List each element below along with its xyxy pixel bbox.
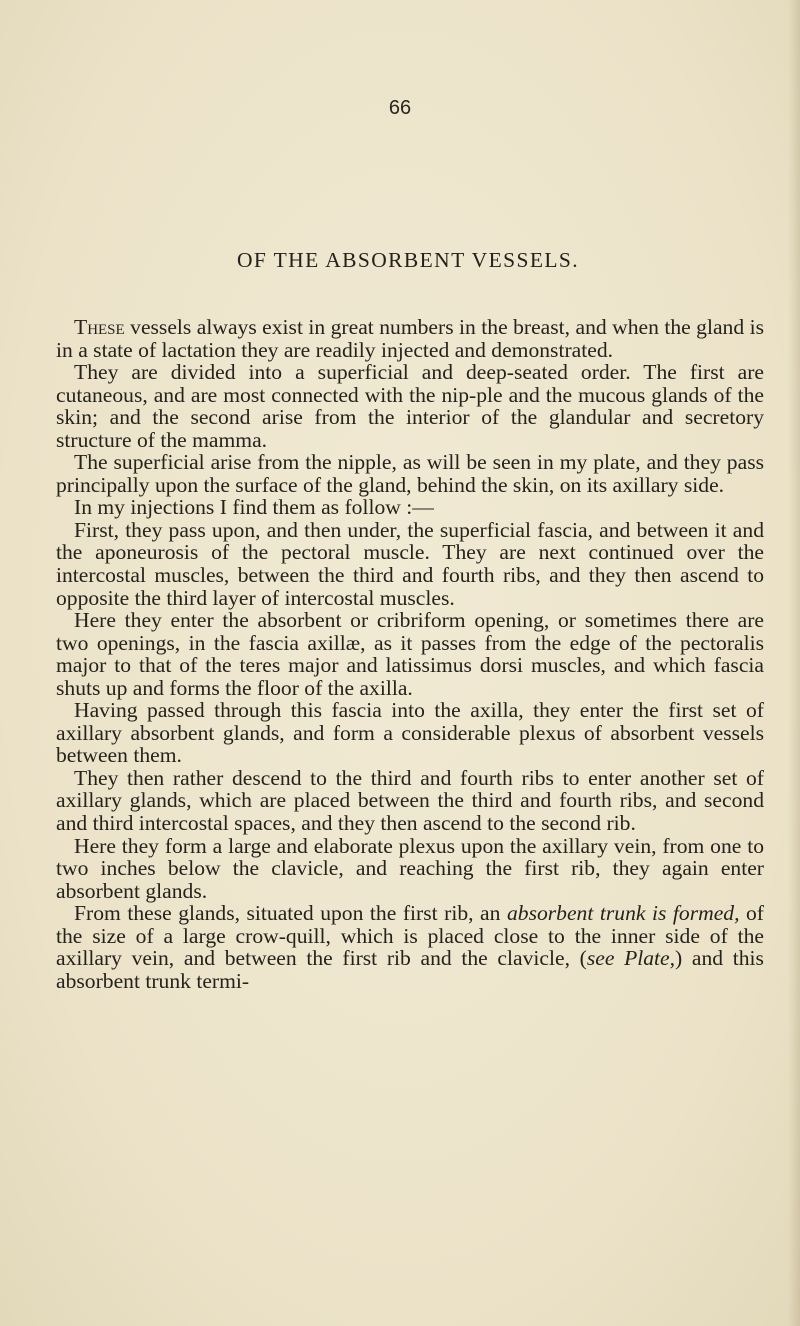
paragraph-4: In my injections I find them as follow :— bbox=[74, 495, 434, 520]
paragraph-10-text-1: From these glands, situated upon the first rib, an bbox=[74, 901, 507, 926]
paragraph-2: They are divided into a superficial and deep-seated order. The first are cutaneous, and are most connected with the nip-ple and the mucous glands of the skin; and the second arise from the interior of the glandular and secretory structure of the mamma. bbox=[56, 360, 764, 452]
page-edge-shadow bbox=[788, 0, 800, 1326]
paragraph-3: The superficial arise from the nipple, as will be seen in my plate, and they pass principally upon the surface of the gland, behind the skin, on its axillary side. bbox=[56, 450, 764, 497]
paragraph-8: They then rather descend to the third and fourth ribs to enter another set of axillary glands, which are placed between the third and fourth ribs, and second and third intercostal spaces, and they then ascend to the second rib. bbox=[56, 765, 764, 836]
paragraph-6: Here they enter the absorbent or cribriform opening, or sometimes there are two openings, in the fascia axillæ, as it passes from the edge of the pectoralis major to that of the teres major and latissimus dorsi muscles, and which fascia shuts up and forms the floor of the axilla. bbox=[56, 608, 764, 700]
section-title: OF THE ABSORBENT VESSELS. bbox=[236, 248, 580, 272]
page-number: 66 bbox=[388, 97, 412, 119]
paragraph-10-italic-2: see Plate, bbox=[586, 946, 676, 971]
paragraph-1 bbox=[56, 316, 764, 361]
paragraph-10 bbox=[56, 902, 764, 992]
paragraph-7: Having passed through this fascia into the axilla, they enter the first set of axillary absorbent glands, and form a considerable plexus of absorbent vessels between them. bbox=[56, 698, 764, 768]
paragraph-1-text: vessels always exist in great numbers in the breast, and when the gland is in a state of lactation they are readily injected and demonstrated. bbox=[56, 315, 764, 362]
paragraph-lead-word: These bbox=[74, 315, 125, 339]
paragraph-9: Here they form a large and elaborate plexus upon the axillary vein, from one to two inches below the clavicle, and reaching the first rib, they again enter absorbent glands. bbox=[56, 833, 764, 903]
paragraph-10-text-2: of the size of a large crow-quill, which is placed close to the inner side of the axillary vein, and between the first rib and the clavicle, ( bbox=[56, 901, 764, 971]
paragraph-10-text-3: ) and this absorbent trunk termi- bbox=[56, 946, 764, 993]
body-text bbox=[56, 316, 764, 992]
paragraph-5: First, they pass upon, and then under, the superficial fascia, and between it and the aponeurosis of the pectoral muscle. They are next continued over the intercostal muscles, between the third and fourth ribs, and they then ascend to opposite the third layer of intercostal muscles. bbox=[56, 517, 764, 610]
paragraph-10-italic-1: absorbent trunk is formed, bbox=[506, 901, 740, 926]
